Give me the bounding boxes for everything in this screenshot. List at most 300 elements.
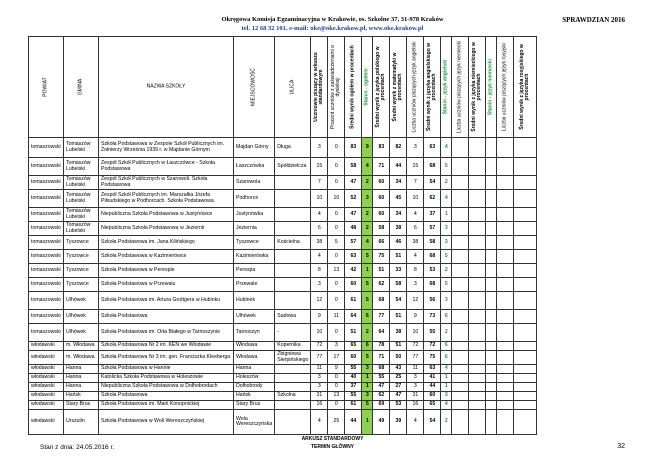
table-cell-gmina: Urszulin: [64, 410, 99, 435]
table-cell-ulica: [275, 401, 311, 410]
table-cell-empty: [469, 236, 486, 250]
table-cell-empty: [497, 365, 514, 374]
table-row: [29, 351, 537, 365]
table-cell-wynik: 42: [345, 264, 362, 278]
table-cell-stanin: 1: [362, 410, 373, 435]
table-cell-wynik: 52: [345, 190, 362, 208]
table-cell-gmina: Tomaszów Lubelski: [64, 190, 99, 208]
table-cell-wynik: 37: [345, 383, 362, 392]
table-cell-szkola: Szkoła Podstawowa w Hannie: [99, 365, 234, 374]
table-row: [29, 383, 537, 392]
table-cell-dys: 3: [328, 342, 345, 351]
table-cell-miejscowosc: Ulhówek: [234, 310, 275, 324]
footer-sheet-type: ARKUSZ STANDARDOWY: [301, 436, 364, 442]
col-header-overall: Średni wynik ogółem w procentach: [345, 37, 362, 138]
table-cell-miejscowosc: Justynówka: [234, 208, 275, 222]
table-cell-wynik: 48: [345, 222, 362, 236]
table-cell-ang_st: 3: [441, 392, 452, 401]
table-cell-gmina: Tomaszów Lubelski: [64, 222, 99, 236]
table-cell-powiat: włodawski: [29, 365, 64, 374]
table-cell-empty: [486, 383, 497, 392]
table-row: [29, 324, 537, 342]
table-cell-empty: [469, 401, 486, 410]
table-cell-empty: [486, 410, 497, 435]
table-cell-dys: 0: [328, 222, 345, 236]
table-cell-pol: 68: [373, 292, 390, 310]
table-cell-gmina: Hanna: [64, 374, 99, 383]
table-cell-dys: 0: [328, 374, 345, 383]
table-cell-miejscowosc: Jeziernia: [234, 222, 275, 236]
table-cell-empty: [486, 292, 497, 310]
table-cell-gmina: Stary Brus: [64, 401, 99, 410]
table-row: [29, 374, 537, 383]
table-cell-ulica: [275, 264, 311, 278]
table-cell-ulica: [275, 383, 311, 392]
table-cell-mat: 25: [390, 374, 407, 383]
table-cell-empty: [486, 158, 497, 176]
table-cell-powiat: tomaszowski: [29, 222, 64, 236]
table-cell-n: 38: [311, 236, 328, 250]
table-cell-szkola: Szkoła Podstawowa Nr 3 im. gen. Franciszka Kleeberga: [99, 351, 234, 365]
table-cell-szkola: Katolicka Szkoła Podstawowa w Holeszowie: [99, 374, 234, 383]
table-cell-empty: [452, 342, 469, 351]
table-cell-ang_n: 12: [407, 292, 424, 310]
table-row: [29, 176, 537, 190]
table-cell-gmina: m. Włodawa: [64, 342, 99, 351]
table-cell-n: 3: [311, 383, 328, 392]
table-cell-stanin: 2: [362, 208, 373, 222]
table-cell-empty: [497, 292, 514, 310]
table-cell-ang_st: 5: [441, 158, 452, 176]
col-header-english: Średni wynik z języka angielskiego w procentach: [424, 37, 441, 138]
col-header-dyslexia: Procent uczniów z zaświadczeniami o dysleksji: [328, 37, 345, 138]
col-header-german-count: Liczba uczniów piszących język niemiecki: [452, 37, 469, 138]
table-cell-pol: 77: [373, 310, 390, 324]
table-cell-empty: [514, 383, 537, 392]
table-cell-empty: [452, 222, 469, 236]
table-cell-mat: 58: [390, 278, 407, 292]
table-cell-ang_n: 10: [407, 190, 424, 208]
table-cell-empty: [486, 342, 497, 351]
table-cell-empty: [497, 264, 514, 278]
table-cell-stanin: 6: [362, 310, 373, 324]
table-cell-dys: 0: [328, 383, 345, 392]
table-cell-empty: [497, 351, 514, 365]
table-cell-miejscowosc: Tyszowce: [234, 236, 275, 250]
table-cell-empty: [452, 310, 469, 324]
table-cell-szkola: Zespół Szkół Publicznych w Szarowoli. Szkoła Podstawowa: [99, 176, 234, 190]
table-cell-powiat: tomaszowski: [29, 278, 64, 292]
table-cell-empty: [486, 222, 497, 236]
col-header-town: MIEJSCOWOŚĆ: [234, 37, 275, 138]
table-cell-ang_n: 8: [407, 264, 424, 278]
table-cell-ang_n: 10: [407, 324, 424, 342]
table-cell-empty: [497, 374, 514, 383]
table-cell-ang: 54: [424, 176, 441, 190]
table-cell-ang_st: 2: [441, 410, 452, 435]
table-cell-ang: 65: [424, 401, 441, 410]
table-cell-empty: [469, 176, 486, 190]
table-cell-empty: [497, 236, 514, 250]
table-cell-empty: [452, 365, 469, 374]
col-header-powiat: POWIAT: [29, 37, 64, 138]
table-cell-empty: [469, 374, 486, 383]
table-cell-empty: [514, 264, 537, 278]
table-cell-empty: [452, 401, 469, 410]
table-cell-empty: [469, 351, 486, 365]
table-row: [29, 410, 537, 435]
table-row: [29, 250, 537, 264]
table-row: [29, 236, 537, 250]
table-cell-miejscowosc: Stary Brus: [234, 401, 275, 410]
table-cell-pol: 55: [373, 374, 390, 383]
table-cell-empty: [469, 208, 486, 222]
table-cell-empty: [452, 250, 469, 264]
table-cell-ang_n: 16: [407, 401, 424, 410]
table-cell-ang_st: 5: [441, 250, 452, 264]
table-cell-ang: 44: [424, 383, 441, 392]
table-cell-empty: [486, 138, 497, 158]
table-cell-miejscowosc: Przewale: [234, 278, 275, 292]
table-cell-empty: [514, 401, 537, 410]
table-row: [29, 365, 537, 374]
table-cell-ulica: Kopernika: [275, 342, 311, 351]
table-cell-ang_st: 5: [441, 278, 452, 292]
table-cell-empty: [469, 310, 486, 324]
table-cell-empty: [452, 236, 469, 250]
table-cell-mat: 50: [390, 351, 407, 365]
table-cell-stanin: 3: [362, 190, 373, 208]
table-cell-szkola: Szkoła Podstawowa im. Artura Grottgera w Hubinku: [99, 292, 234, 310]
table-cell-dys: 13: [328, 392, 345, 401]
table-cell-pol: 78: [373, 342, 390, 351]
table-cell-dys: 0: [328, 292, 345, 310]
table-cell-powiat: tomaszowski: [29, 190, 64, 208]
table-cell-dys: 9: [328, 365, 345, 374]
table-cell-mat: 44: [390, 158, 407, 176]
table-cell-empty: [497, 138, 514, 158]
table-cell-ang_st: 6: [441, 351, 452, 365]
table-cell-powiat: tomaszowski: [29, 208, 64, 222]
table-cell-empty: [452, 383, 469, 392]
table-cell-miejscowosc: Holeszów: [234, 374, 275, 383]
table-cell-pol: 68: [373, 365, 390, 374]
table-cell-wynik: 51: [345, 324, 362, 342]
table-cell-ang_st: 1: [441, 374, 452, 383]
table-cell-stanin: 1: [362, 383, 373, 392]
table-cell-wynik: 44: [345, 410, 362, 435]
table-cell-ang: 57: [424, 222, 441, 236]
table-cell-mat: 53: [390, 401, 407, 410]
table-cell-szkola: Szkoła Podstawowa w Zespole Szkół Publicznych im. Żołnierzy Września 1939 r. w Majdanie Górnym: [99, 138, 234, 158]
table-cell-empty: [452, 278, 469, 292]
table-cell-szkola: Szkoła Podstawowa im. Marii Konopnickiej: [99, 401, 234, 410]
page-number: 32: [617, 443, 625, 450]
table-cell-wynik: 47: [345, 176, 362, 190]
table-cell-empty: [514, 190, 537, 208]
table-cell-ang: 53: [424, 264, 441, 278]
table-cell-stanin: 2: [362, 324, 373, 342]
table-cell-empty: [497, 250, 514, 264]
table-cell-empty: [514, 278, 537, 292]
table-cell-empty: [486, 208, 497, 222]
table-cell-gmina: Hańsk: [64, 392, 99, 401]
table-cell-stanin: 5: [362, 351, 373, 365]
table-body: [29, 138, 537, 435]
table-cell-empty: [452, 292, 469, 310]
table-cell-szkola: Szkoła Podstawowa w Kazimierówce: [99, 250, 234, 264]
table-cell-ang: 60: [424, 392, 441, 401]
table-cell-empty: [486, 310, 497, 324]
table-cell-gmina: Tyszowce: [64, 236, 99, 250]
table-cell-szkola: Szkoła Podstawowa w Woli Wereszczyńskiej: [99, 410, 234, 435]
table-cell-n: 8: [311, 264, 328, 278]
table-cell-ang: 55: [424, 324, 441, 342]
table-cell-ulica: [275, 208, 311, 222]
table-cell-empty: [497, 222, 514, 236]
table-cell-ang_n: 72: [407, 342, 424, 351]
table-cell-powiat: włodawski: [29, 401, 64, 410]
table-cell-mat: 51: [390, 310, 407, 324]
table-cell-ang_n: 15: [407, 158, 424, 176]
table-cell-empty: [497, 342, 514, 351]
table-cell-n: 11: [311, 365, 328, 374]
table-cell-ang_n: 3: [407, 383, 424, 392]
table-cell-ang: 73: [424, 310, 441, 324]
table-cell-empty: [486, 176, 497, 190]
report-title: SPRAWDZIAN 2016: [562, 16, 625, 24]
table-cell-empty: [497, 410, 514, 435]
table-cell-mat: 46: [390, 236, 407, 250]
table-cell-empty: [469, 324, 486, 342]
table-cell-dys: 0: [328, 278, 345, 292]
table-cell-ang: 68: [424, 278, 441, 292]
col-header-math: Średni wynik z matematyki w procentach: [390, 37, 407, 138]
table-cell-empty: [469, 158, 486, 176]
table-cell-pol: 60: [373, 208, 390, 222]
table-cell-empty: [514, 222, 537, 236]
table-cell-empty: [514, 158, 537, 176]
table-cell-powiat: tomaszowski: [29, 158, 64, 176]
table-cell-mat: 27: [390, 383, 407, 392]
table-cell-miejscowosc: Włodawa: [234, 351, 275, 365]
table-cell-empty: [514, 410, 537, 435]
table-cell-ang_st: 4: [441, 190, 452, 208]
table-cell-empty: [514, 392, 537, 401]
table-cell-pol: 66: [373, 236, 390, 250]
table-cell-dys: 0: [328, 208, 345, 222]
table-cell-dys: 25: [328, 410, 345, 435]
table-cell-ulica: [275, 365, 311, 374]
table-row: [29, 208, 537, 222]
col-header-school-name: NAZWA SZKOŁY: [99, 37, 234, 138]
table-cell-n: 72: [311, 342, 328, 351]
table-cell-pol: 75: [373, 250, 390, 264]
table-cell-ang: 62: [424, 190, 441, 208]
table-header-row: [29, 37, 537, 138]
table-cell-szkola: Szkoła Podstawowa im. Orła Białego w Tarnoszynie: [99, 324, 234, 342]
col-header-russian: Średni wynik z języka rosyjskiego w procentach: [514, 37, 537, 138]
table-cell-mat: 38: [390, 222, 407, 236]
table-cell-empty: [497, 158, 514, 176]
table-cell-miejscowosc: Wola Wereszczyńska: [234, 410, 275, 435]
table-cell-n: 3: [311, 278, 328, 292]
table-cell-szkola: Szkoła Podstawowa Nr 2 im. KEN we Włodawie: [99, 342, 234, 351]
table-cell-powiat: włodawski: [29, 383, 64, 392]
table-cell-stanin: 1: [362, 374, 373, 383]
table-cell-n: 77: [311, 351, 328, 365]
table-cell-empty: [486, 374, 497, 383]
table-cell-mat: 47: [390, 392, 407, 401]
table-cell-ulica: [275, 250, 311, 264]
table-cell-wynik: 65: [345, 342, 362, 351]
table-cell-ang_n: 77: [407, 351, 424, 365]
footer-sheet-term: TERMIN GŁÓWNY: [310, 443, 355, 450]
table-cell-wynik: 60: [345, 278, 362, 292]
table-cell-powiat: włodawski: [29, 374, 64, 383]
table-cell-dys: 0: [328, 158, 345, 176]
table-cell-ang_st: 1: [441, 383, 452, 392]
table-row: [29, 278, 537, 292]
table-cell-empty: [469, 138, 486, 158]
table-cell-ang_n: 11: [407, 365, 424, 374]
table-cell-empty: [486, 236, 497, 250]
table-cell-powiat: włodawski: [29, 392, 64, 401]
col-header-street: ULICA: [275, 37, 311, 138]
table-cell-empty: [514, 351, 537, 365]
table-cell-empty: [497, 401, 514, 410]
table-cell-dys: 0: [328, 250, 345, 264]
table-row: [29, 310, 537, 324]
table-cell-empty: [514, 374, 537, 383]
table-cell-n: 10: [311, 324, 328, 342]
table-cell-empty: [497, 278, 514, 292]
table-cell-pol: 58: [373, 222, 390, 236]
table-cell-stanin: 3: [362, 392, 373, 401]
table-cell-n: 4: [311, 250, 328, 264]
table-cell-szkola: Zespół Szkół Publicznych w Łaszczówce - Szkoła Podstawowa: [99, 158, 234, 176]
table-cell-dys: 0: [328, 176, 345, 190]
table-cell-empty: [486, 365, 497, 374]
table-cell-gmina: Ulhówek: [64, 324, 99, 342]
table-cell-miejscowosc: Perespa: [234, 264, 275, 278]
table-cell-empty: [497, 383, 514, 392]
table-cell-empty: [486, 324, 497, 342]
table-cell-stanin: 5: [362, 401, 373, 410]
table-cell-empty: [469, 278, 486, 292]
table-cell-ang_st: 4: [441, 401, 452, 410]
table-cell-wynik: 57: [345, 236, 362, 250]
table-cell-ulica: [275, 410, 311, 435]
table-cell-ang_st: 6: [441, 310, 452, 324]
table-cell-stanin: 6: [362, 342, 373, 351]
table-cell-ang_st: 3: [441, 236, 452, 250]
table-cell-dys: 0: [328, 138, 345, 158]
table-row: [29, 190, 537, 208]
table-cell-empty: [514, 176, 537, 190]
table-cell-empty: [514, 342, 537, 351]
table-cell-powiat: tomaszowski: [29, 250, 64, 264]
table-cell-mat: 54: [390, 292, 407, 310]
table-cell-wynik: 83: [345, 138, 362, 158]
table-cell-szkola: Szkoła Podstawowa im. Jana Kilińskiego: [99, 236, 234, 250]
table-cell-empty: [497, 190, 514, 208]
table-cell-ang_n: 9: [407, 310, 424, 324]
table-cell-powiat: tomaszowski: [29, 138, 64, 158]
table-cell-gmina: Hanna: [64, 365, 99, 374]
table-cell-empty: [469, 190, 486, 208]
table-cell-ang_st: 2: [441, 264, 452, 278]
table-cell-gmina: Tomaszów Lubelski: [64, 208, 99, 222]
table-row: [29, 392, 537, 401]
table-cell-szkola: Niepubliczna Szkoła Podstawowa w Dołhobrodach: [99, 383, 234, 392]
table-cell-ulica: -: [275, 324, 311, 342]
table-cell-miejscowosc: Kazimierówka: [234, 250, 275, 264]
table-cell-mat: 51: [390, 342, 407, 351]
table-cell-ang_n: 6: [407, 222, 424, 236]
table-cell-ulica: Zbigniewa Sierpińskiego: [275, 351, 311, 365]
table-cell-mat: 43: [390, 365, 407, 374]
table-cell-gmina: Ulhówek: [64, 292, 99, 310]
table-cell-gmina: Tomaszów Lubelski: [64, 138, 99, 158]
footer-date: Stan z dnia: 24.05.2016 r.: [40, 444, 115, 451]
table-row: [29, 401, 537, 410]
table-cell-ang: 37: [424, 208, 441, 222]
table-cell-miejscowosc: Hanna: [234, 365, 275, 374]
header-contact: tel. 12 68 32 101, e-mail: oke@oke.krakow.pl, www.oke.krakow.pl: [241, 25, 424, 32]
table-cell-empty: [469, 365, 486, 374]
table-cell-gmina: Tyszowce: [64, 278, 99, 292]
table-cell-empty: [452, 208, 469, 222]
table-cell-miejscowosc: Włodawa: [234, 342, 275, 351]
table-cell-empty: [514, 292, 537, 310]
table-cell-empty: [452, 264, 469, 278]
table-cell-wynik: 40: [345, 374, 362, 383]
table-cell-stanin: 4: [362, 236, 373, 250]
table-cell-powiat: włodawski: [29, 410, 64, 435]
table-cell-empty: [497, 310, 514, 324]
table-cell-powiat: tomaszowski: [29, 176, 64, 190]
table-cell-stanin: 5: [362, 278, 373, 292]
col-header-russian-count: Liczba uczniów piszących język rosyjski: [497, 37, 514, 138]
table-cell-dys: 10: [328, 190, 345, 208]
table-cell-powiat: tomaszowski: [29, 236, 64, 250]
table-row: [29, 222, 537, 236]
table-cell-szkola: Zespół Szkół Publicznych im. Marszałka Józefa Piłsudskiego w Podhorcach. Szkoła Podstawowa: [99, 190, 234, 208]
table-cell-ang: 54: [424, 410, 441, 435]
table-cell-ang_st: 1: [441, 208, 452, 222]
table-cell-szkola: Szkoła Podstawowa w Przewalu: [99, 278, 234, 292]
col-header-stanin-english: Stanin - język angielski: [441, 37, 452, 138]
table-cell-empty: [514, 236, 537, 250]
table-cell-empty: [469, 292, 486, 310]
table-row: [29, 342, 537, 351]
table-cell-empty: [452, 158, 469, 176]
table-cell-gmina: Ulhówek: [64, 310, 99, 324]
table-cell-wynik: 64: [345, 310, 362, 324]
table-cell-ang: 41: [424, 374, 441, 383]
table-row: [29, 158, 537, 176]
table-cell-n: 3: [311, 374, 328, 383]
table-cell-n: 9: [311, 310, 328, 324]
table-cell-ulica: [275, 292, 311, 310]
table-cell-ang_n: 4: [407, 208, 424, 222]
table-cell-ang_st: 3: [441, 292, 452, 310]
table-cell-pol: 62: [373, 278, 390, 292]
table-cell-szkola: Niepubliczna Szkoła Podstawowa w Jeziernii: [99, 222, 234, 236]
table-cell-szkola: Niepubliczna Szkoła Podstawowa w Justynówce: [99, 208, 234, 222]
table-cell-empty: [514, 310, 537, 324]
